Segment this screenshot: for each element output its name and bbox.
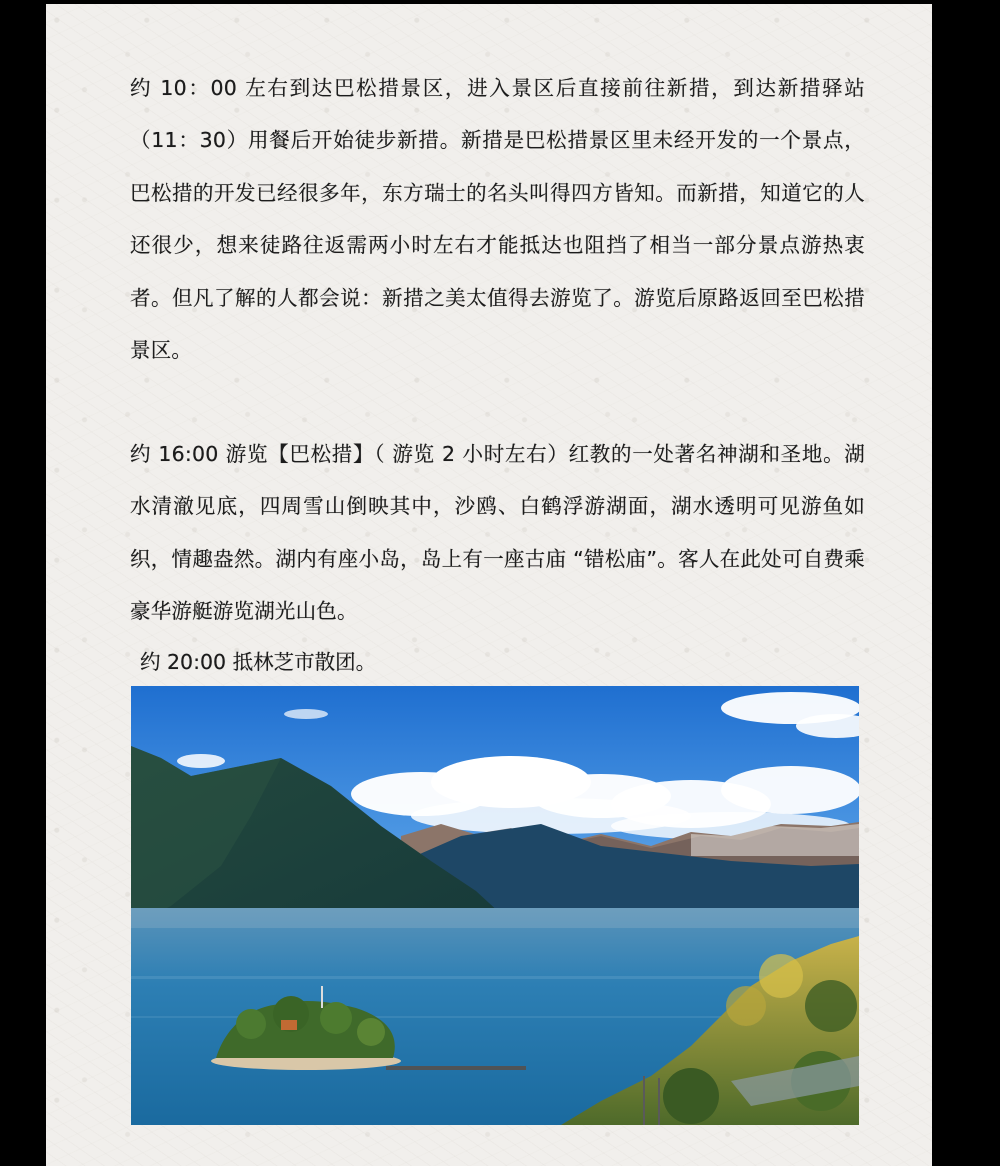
lake-landscape-photo: [131, 686, 859, 1125]
article-page: [46, 4, 932, 1166]
itinerary-paragraph-arrival: 约 20:00 抵林芝市散团。: [140, 650, 377, 674]
itinerary-paragraph-basongcuo: 约 16:00 游览【巴松措】（ 游览 2 小时左右）红教的一处著名神湖和圣地。湖水清澈见底，四周雪山倒映其中，沙鸥、白鹤浮游湖面，湖水透明可见游鱼如织，情趣盎然。湖内有座小岛，岛上有一座古庙 “错松庙”。客人在此处可自费乘豪华游艇游览湖光山色。: [130, 442, 865, 624]
itinerary-paragraph-xincuo: 约 10：00 左右到达巴松措景区，进入景区后直接前往新措，到达新措驿站（11：30）用餐后开始徒步新措。新措是巴松措景区里未经开发的一个景点，巴松措的开发已经很多年，东方瑞士的名头叫得四方皆知。而新措，知道它的人还很少，想来徒路往返需两小时左右才能抵达也阻挡了相当一部分景点游热衷者。但凡了解的人都会说：新措之美太值得去游览了。游览后原路返回至巴松措景区。: [130, 76, 865, 363]
